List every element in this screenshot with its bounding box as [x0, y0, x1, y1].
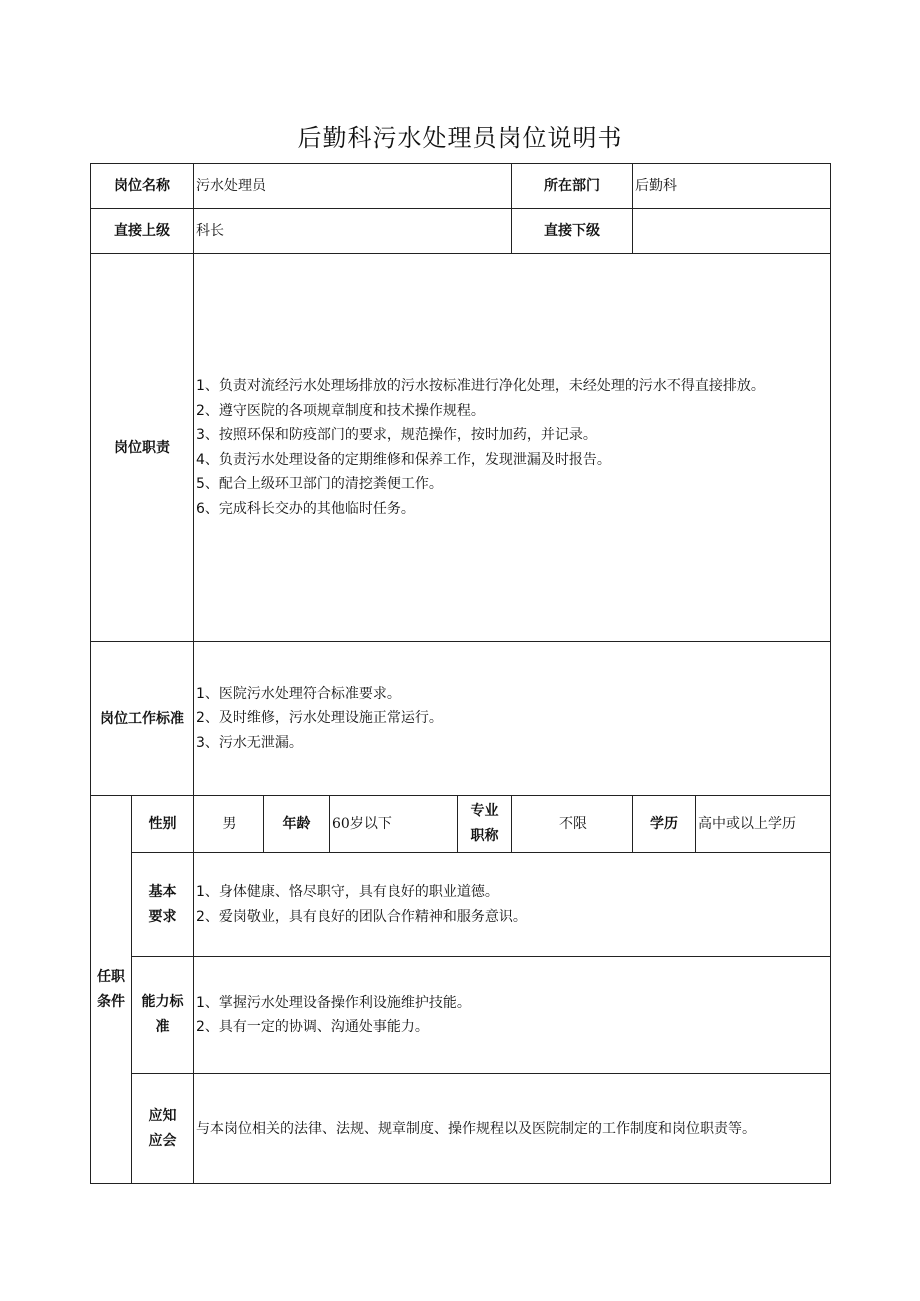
list-item: 2、爱岗敬业，具有良好的团队合作精神和服务意识。: [196, 908, 527, 925]
list-item: 4、负责污水处理设备的定期维修和保养工作，发现泄漏及时报告。: [196, 451, 611, 468]
education-label: 学历: [633, 796, 696, 853]
age-value: 60岁以下: [330, 796, 458, 853]
page-title: 后勤科污水处理员岗位说明书: [297, 124, 623, 152]
direct-superior-value: 科长: [194, 209, 512, 254]
standards-label: 岗位工作标准: [91, 642, 194, 796]
list-item: 2、具有一定的协调、沟通处事能力。: [196, 1019, 429, 1035]
duties-label: 岗位职责: [91, 254, 194, 642]
ability-standards-content: [194, 957, 831, 1074]
list-item: 1、负责对流经污水处理场排放的污水按标准进行净化处理，未经处理的污水不得直接排放。: [196, 378, 765, 394]
list-item: 1、身体健康、恪尽职守，具有良好的职业道德。: [196, 884, 499, 900]
gender-label: 性别: [132, 796, 194, 853]
list-item: 3、污水无泄漏。: [196, 734, 303, 751]
basic-requirements-content: [194, 853, 831, 957]
list-item: 1、医院污水处理符合标准要求。: [196, 685, 401, 702]
standards-content: [194, 642, 831, 796]
basic-requirements-list: [194, 880, 830, 929]
direct-superior-label: 直接上级: [91, 209, 194, 254]
list-item: 5、配合上级环卫部门的清挖粪便工作。: [196, 476, 443, 492]
list-item: 2、及时维修，污水处理设施正常运行。: [196, 710, 443, 727]
age-label: 年龄: [264, 796, 330, 853]
duties-list: [194, 374, 830, 521]
department-value: 后勤科: [633, 164, 831, 209]
list-item: 2、遵守医院的各项规章制度和技术操作规程。: [196, 402, 485, 419]
direct-subordinate-value: [633, 209, 831, 254]
knowledge-value: 与本岗位相关的法律、法规、规章制度、操作规程以及医院制定的工作制度和岗位职责等。: [194, 1074, 831, 1184]
list-item: 6、完成科长交办的其他临时任务。: [196, 500, 415, 517]
duties-content: [194, 254, 831, 642]
gender-value: 男: [194, 796, 264, 853]
department-label: 所在部门: [512, 164, 633, 209]
qualification-group-label: 任职条件: [91, 796, 132, 1184]
education-value: 高中或以上学历: [696, 796, 831, 853]
professional-title-label: 专业职称: [458, 796, 512, 853]
basic-requirements-label: 基本要求: [132, 853, 194, 957]
list-item: 1、掌握污水处理设备操作利设施维护技能。: [196, 994, 471, 1011]
list-item: 3、按照环保和防疫部门的要求，规范操作，按时加药，并记录。: [196, 427, 597, 443]
knowledge-label: 应知应会: [132, 1074, 194, 1184]
professional-title-value: 不限: [512, 796, 633, 853]
direct-subordinate-label: 直接下级: [512, 209, 633, 254]
position-name-label: 岗位名称: [91, 164, 194, 209]
job-description-table: [90, 163, 831, 1184]
ability-standards-list: [194, 991, 830, 1040]
ability-standards-label: 能力标准: [132, 957, 194, 1074]
standards-list: [194, 682, 830, 756]
position-name-value: 污水处理员: [194, 164, 512, 209]
